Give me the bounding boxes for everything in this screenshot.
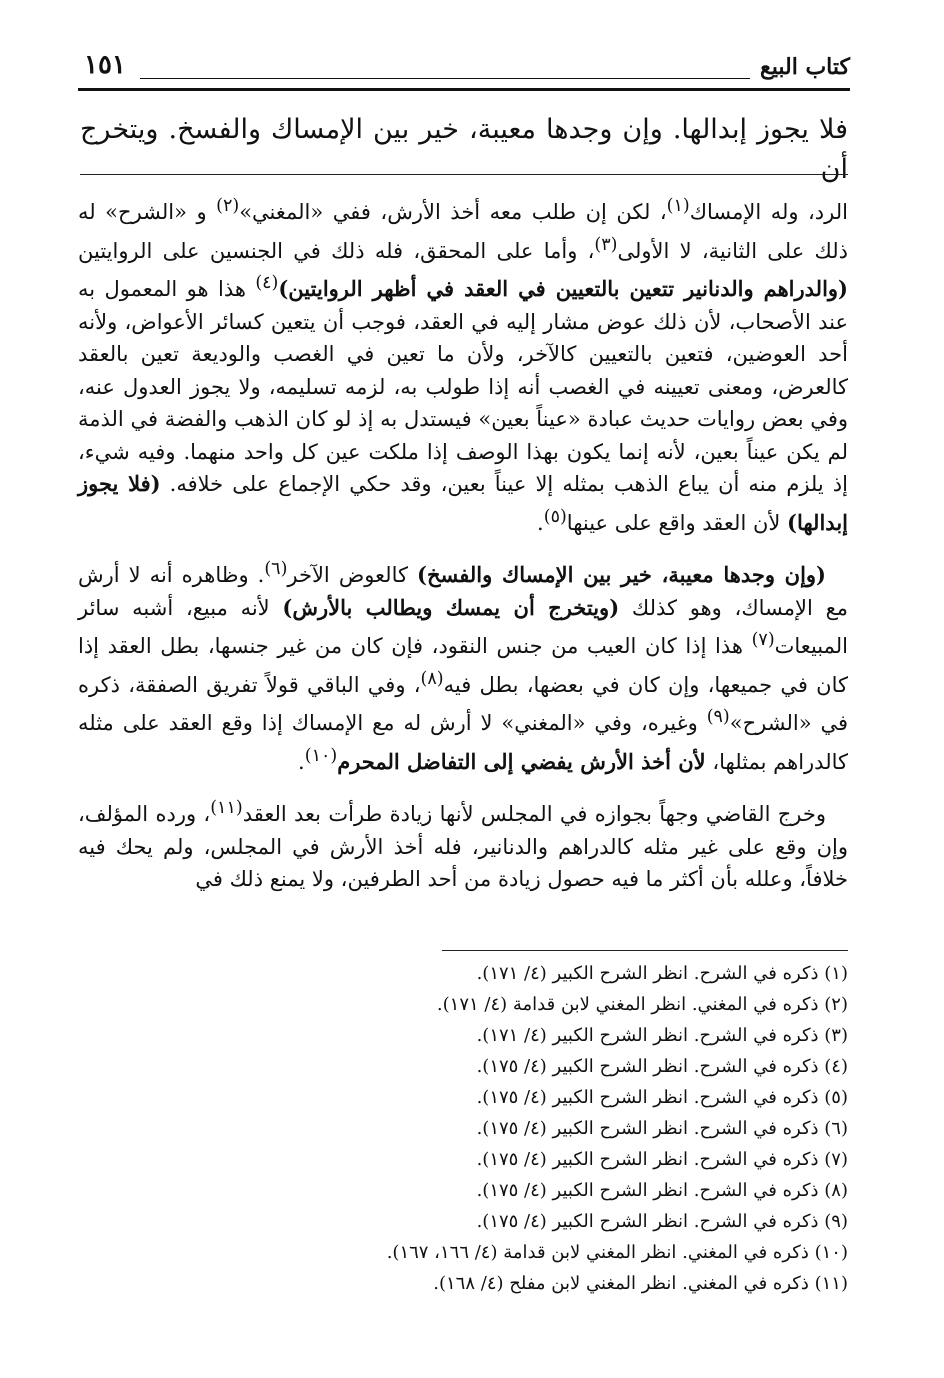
text-run: هذا إذا كان العيب من جنس النقود، فإن كان من غير جنسها، بطل العقد إذا كان في جميعها، وإن كان في بعضها، بطل فيه xyxy=(78,634,848,697)
footnote-item: (٥) ذكره في الشرح. انظر الشرح الكبير (٤/ ١٧٥). xyxy=(476,1087,848,1108)
header-divider-thin xyxy=(140,78,750,79)
sharh-paragraph-3 xyxy=(78,792,848,896)
footnote-ref: (٤) xyxy=(255,273,279,293)
footnote-divider xyxy=(442,950,848,951)
matn-quote: (ويتخرج أن يمسك ويطالب بالأرش) xyxy=(282,594,620,620)
footnote-item: (٣) ذكره في الشرح. انظر الشرح الكبير (٤/ ١٧١). xyxy=(476,1025,848,1046)
matn-quote: (والدراهم والدنانير تتعين بالتعيين في العقد في أظهر الروايتين) xyxy=(278,276,848,301)
text-run: ، وأما على المحقق، فله ذلك في الجنسين على الروايتين xyxy=(78,238,595,263)
text-run: لأن العقد واقع على عينها xyxy=(566,510,788,535)
footnotes-list xyxy=(80,958,848,1299)
footnote-item: (١٠) ذكره في المغني. انظر المغني لابن قدامة (٤/ ١٦٦، ١٦٧). xyxy=(386,1242,848,1263)
sharh-body xyxy=(78,190,848,910)
text-run: الرد، وله الإمساك xyxy=(689,200,848,224)
page-number: ١٥١ xyxy=(84,50,126,80)
text-run: . وظاهره أنه لا أرش مع الإمساك، وهو كذلك xyxy=(78,563,848,620)
footnote-item: (٧) ذكره في الشرح. انظر الشرح الكبير (٤/ ١٧٥). xyxy=(476,1149,848,1170)
sharh-paragraph-1 xyxy=(78,190,848,539)
footnote-ref: (١) xyxy=(666,196,690,216)
footnote-ref: (١١) xyxy=(210,798,243,818)
sharh-paragraph-2 xyxy=(78,553,848,778)
text-run: ، وفي الباقي قولاً تفريق الصفقة، ذكره في «الشرح» xyxy=(78,672,849,735)
footnote-ref: (١٠) xyxy=(304,745,338,766)
book-title: كتاب البيع xyxy=(760,54,850,80)
matn-quote: (وإن وجدها معيبة، خير بين الإمساك والفسخ) xyxy=(417,562,826,587)
footnote-ref: (٧) xyxy=(751,630,775,650)
matn-sharh-divider xyxy=(80,174,848,175)
text-run: وخرج القاضي وجهاً بجوازه في المجلس لأنها زيادة طرأت بعد العقد xyxy=(242,802,826,826)
footnote-item: (٩) ذكره في الشرح. انظر الشرح الكبير (٤/ ١٧٥). xyxy=(476,1211,848,1232)
text-run: وغيره، وفي «المغني» لا أرش له مع الإمساك إذا وقع العقد على مثله كالدراهم بمثلها، xyxy=(78,711,848,774)
footnote-ref: (٨) xyxy=(420,668,444,689)
text-run: و «الشرح» له ذلك على الثانية، لا الأولى xyxy=(78,200,849,263)
header-divider xyxy=(78,88,850,91)
matn-quote: لأن أخذ الأرش يفضي إلى التفاضل المحرم xyxy=(337,748,706,774)
footnote-item: (١١) ذكره في المغني. انظر المغني لابن مفلح (٤/ ١٦٨). xyxy=(433,1273,848,1294)
text-run: هذا هو المعمول به عند الأصحاب، لأن ذلك عوض مشار إليه في العقد، فوجب أن يتعين كسائر الأعواض، ولأنه أحد العوضين، فتعين بالتعيين كالآخر، ولأن ما تعين في الغصب والوديعة تعين بالعقد كالعرض، ومعنى تعيينه في الغصب أنه إذا طولب به، لزمه تسليمه، ولا يجوز العدول عنه، وفي بعض روايات حديث عبادة «عيناً بعين» فيستدل به إذ لو كان الذهب والفضة في الذمة لم يكن عيناً بعين، لأنه إنما يكون بهذا الوصف إذا ملكت عين كل واحد منهما. وفيه شيء، إذ يلزم منه أن يباع الذهب بمثله إلا عيناً بعين، وقد حكي الإجماع على خلافه. xyxy=(78,277,848,496)
text-run: ، لكن إن طلب معه أخذ الأرش، ففي «المغني» xyxy=(239,200,667,224)
footnote-item: (٦) ذكره في الشرح. انظر الشرح الكبير (٤/ ١٧٥). xyxy=(476,1118,848,1139)
footnote-ref: (٥) xyxy=(543,506,567,527)
footnote-ref: (٣) xyxy=(594,234,618,255)
page-header xyxy=(78,50,850,88)
text-run: ، ورده المؤلف، وإن وقع على غير مثله كالدراهم والدنانير، فله أخذ الأرش في المجلس، ولم يحك فيه خلافاً، وعلله بأن أكثر ما فيه حصول زيادة من أحد الطرفين، ولا يمنع ذلك في xyxy=(78,802,848,891)
footnote-ref: (٦) xyxy=(264,559,288,579)
text-run: . xyxy=(537,510,544,535)
footnote-item: (٢) ذكره في المغني. انظر المغني لابن قدامة (٤/ ١٧١). xyxy=(436,994,848,1015)
text-run: لأنه مبيع، أشبه سائر المبيعات xyxy=(78,595,848,658)
text-run: كالعوض الآخر xyxy=(287,563,418,587)
matn-quote: (فلا يجوز إبدالها) xyxy=(78,471,848,535)
footnote-item: (٤) ذكره في الشرح. انظر الشرح الكبير (٤/ ١٧٥). xyxy=(476,1056,848,1077)
footnote-item: (٨) ذكره في الشرح. انظر الشرح الكبير (٤/ ١٧٥). xyxy=(476,1180,848,1201)
footnote-ref: (٩) xyxy=(706,707,730,727)
matn-text: فلا يجوز إبدالها. وإن وجدها معيبة، خير بين الإمساك والفسخ. ويتخرج أن xyxy=(80,114,848,185)
footnote-item: (١) ذكره في الشرح. انظر الشرح الكبير (٤/ ١٧١). xyxy=(476,963,848,984)
footnote-ref: (٢) xyxy=(216,196,240,216)
text-run: . xyxy=(298,749,305,774)
